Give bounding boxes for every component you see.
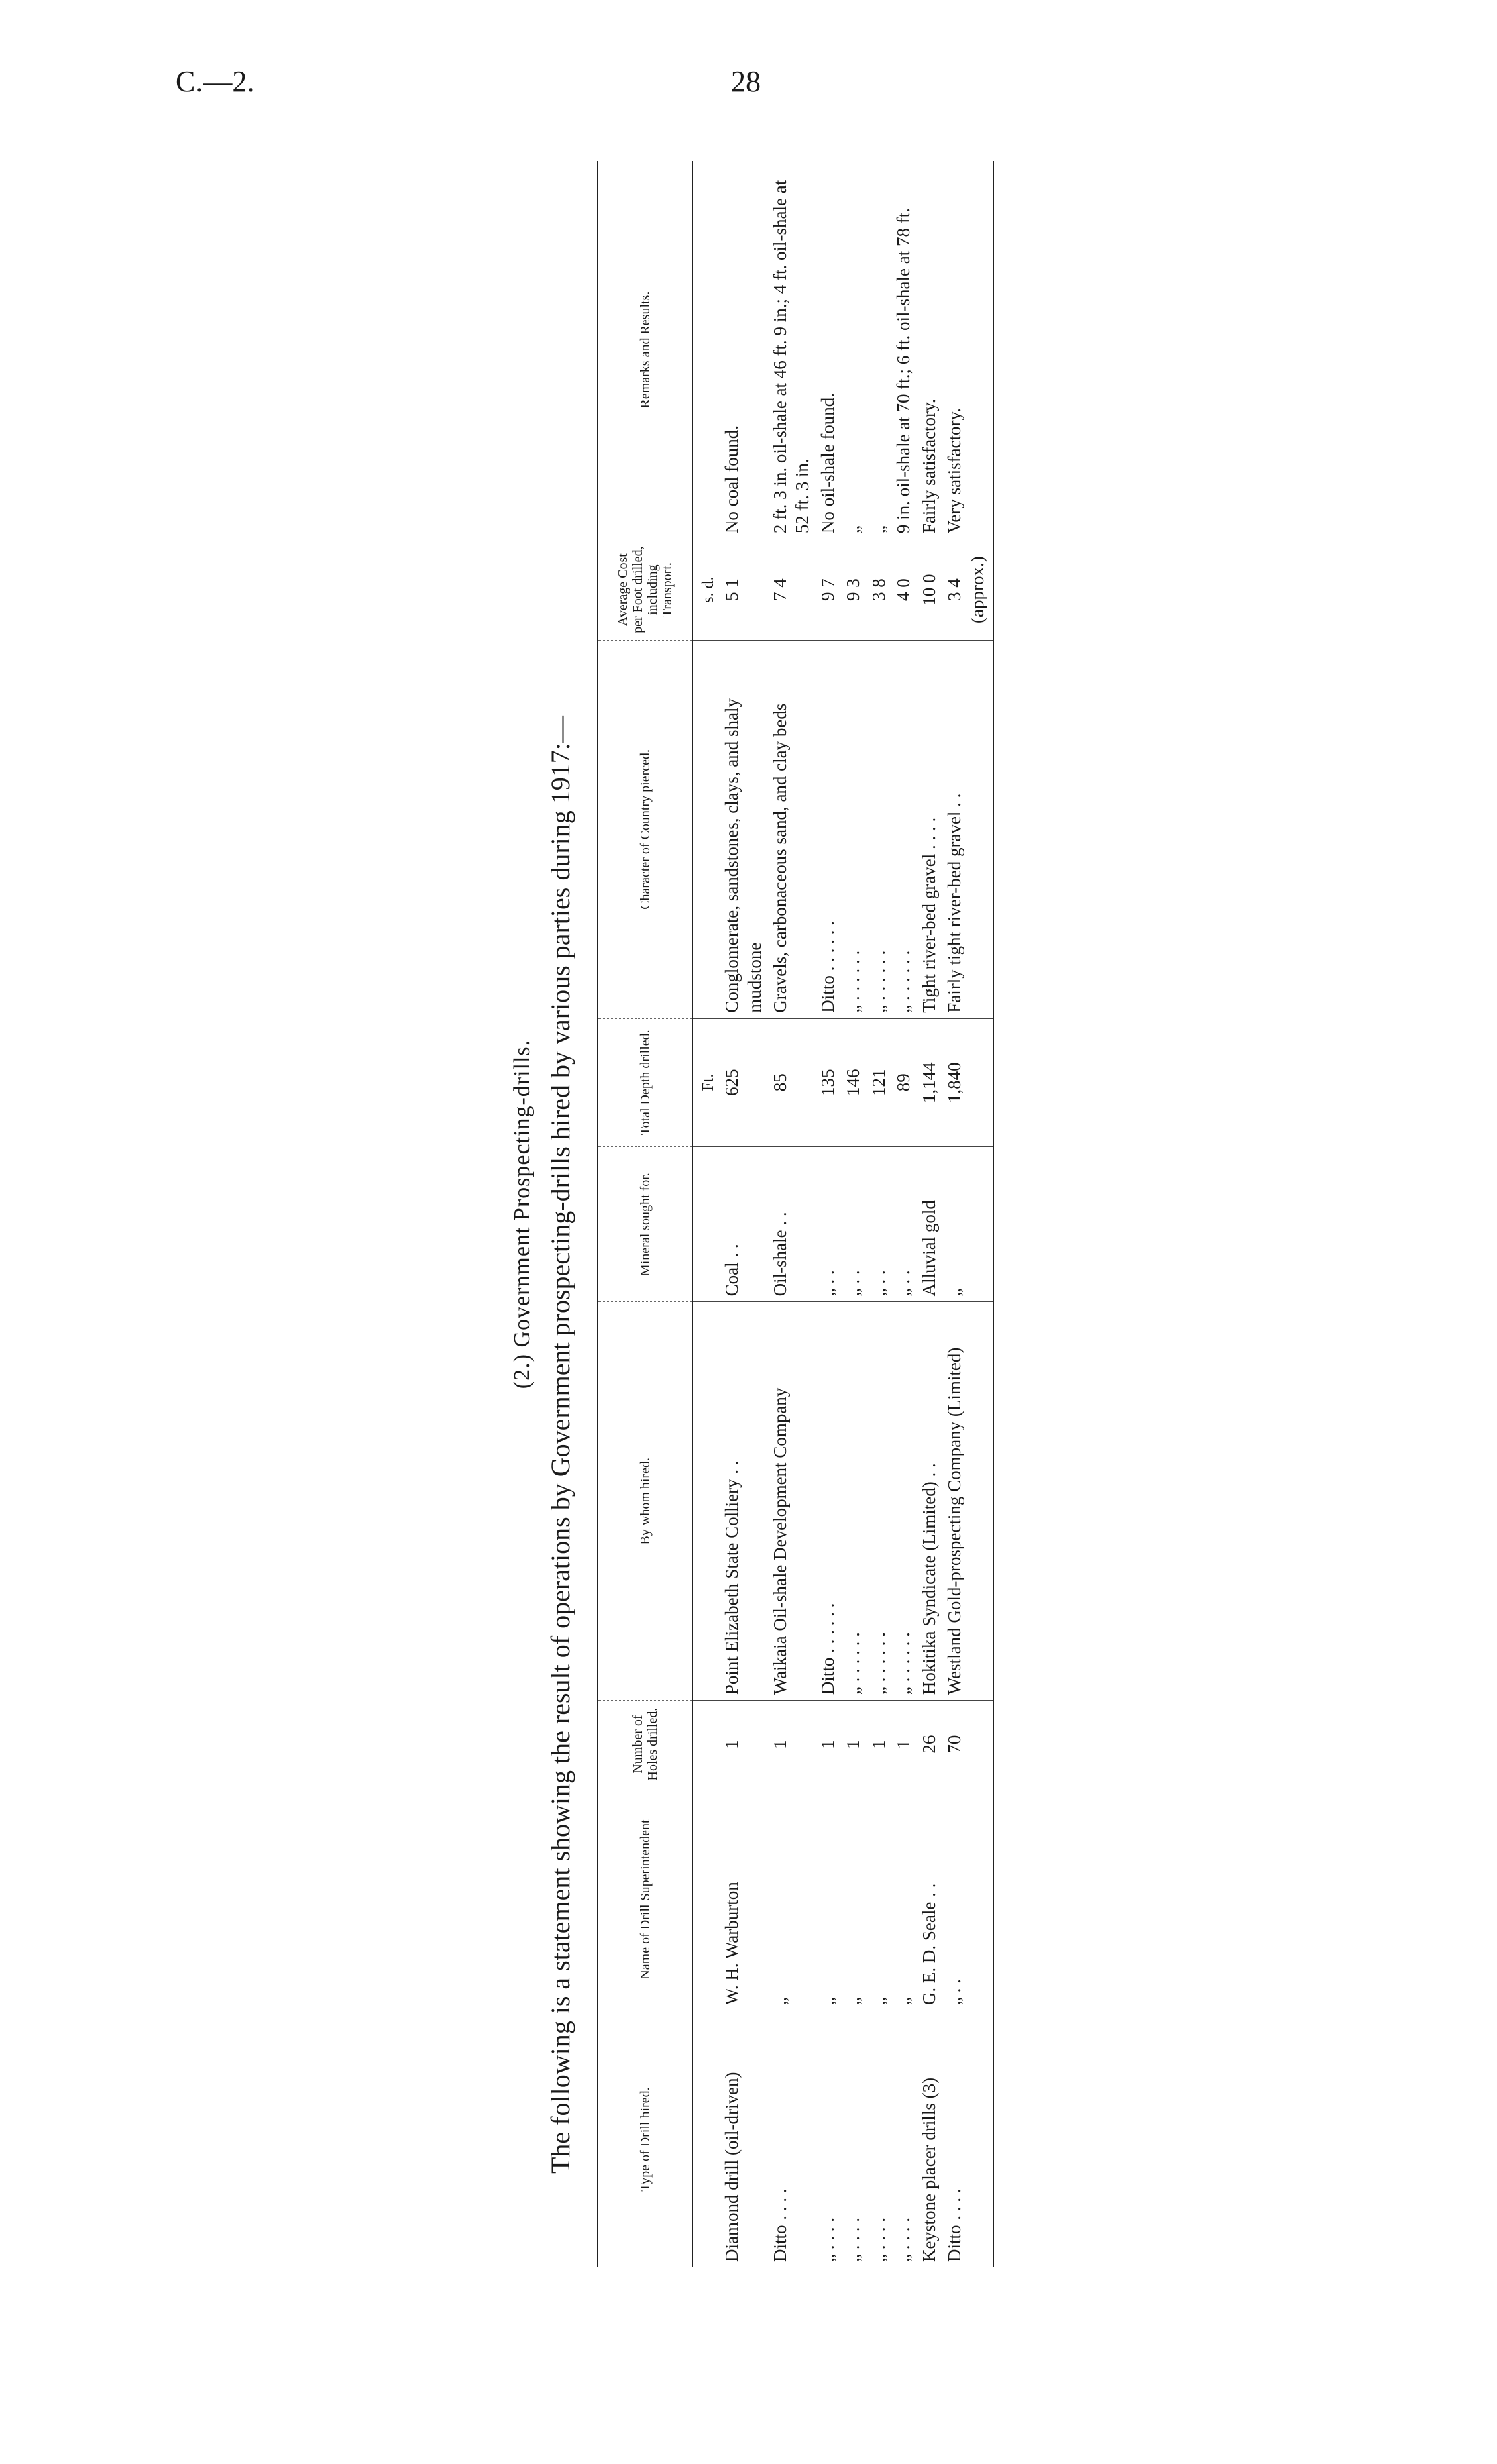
cell-country: „ . . . . . .: [841, 641, 867, 1019]
cell-superintendent: „: [768, 1788, 816, 2011]
cell-hired-by: Westland Gold-prospecting Company (Limited): [942, 1302, 994, 1701]
cell-mineral: „ . .: [867, 1146, 892, 1301]
cell-holes: 1: [816, 1701, 841, 1788]
col-header-superintendent: Name of Drill Superintendent: [598, 1788, 693, 2011]
cell-country: Fairly tight river-bed gravel . .: [942, 641, 994, 1019]
table-body: [693, 161, 994, 2267]
table-row: [841, 161, 867, 2267]
cell-cost: 9 3: [841, 539, 867, 641]
cell-hired-by: Point Elizabeth State Colliery . .: [720, 1302, 768, 1701]
col-header-type: Type of Drill hired.: [598, 2011, 693, 2267]
table-row: [720, 161, 768, 2267]
depth-unit: Ft.: [693, 1018, 720, 1146]
cell-hired-by: Ditto . . . . . .: [816, 1302, 841, 1701]
col-header-hired-by: By whom hired.: [598, 1302, 693, 1701]
cell-mineral: Coal . .: [720, 1146, 768, 1301]
cell-superintendent: „: [867, 1788, 892, 2011]
cell-remarks: „: [841, 161, 867, 539]
section-heading: (2.) Government Prospecting-drills.: [510, 1039, 535, 1389]
cell-remarks: „: [867, 161, 892, 539]
cell-type: Ditto . . . .: [942, 2011, 994, 2267]
page-number: 28: [731, 65, 761, 98]
cell-hired-by: „ . . . . . .: [841, 1302, 867, 1701]
page-code: C.—2.: [176, 65, 255, 98]
units-row: [693, 161, 720, 2267]
cell-depth: 625: [720, 1018, 768, 1146]
table-row: [891, 161, 917, 2267]
cost-unit: s. d.: [693, 539, 720, 641]
cell-country: „ . . . . . .: [867, 641, 892, 1019]
drills-table: [597, 161, 994, 2267]
col-header-depth: Total Depth drilled.: [598, 1018, 693, 1146]
cell-type: „ . . . .: [818, 2218, 838, 2262]
col-header-holes: Number of Holes drilled.: [598, 1701, 693, 1788]
cell-country: Tight river-bed gravel . . . .: [917, 641, 942, 1019]
cell-hired-by: „ . . . . . .: [867, 1302, 892, 1701]
cell-cost: 10 0: [917, 539, 942, 641]
cell-mineral: „: [942, 1146, 994, 1301]
col-header-country: Character of Country pierced.: [598, 641, 693, 1019]
col-header-remarks: Remarks and Results.: [598, 161, 693, 539]
cell-superintendent: „: [841, 1788, 867, 2011]
cell-type: „ . . . .: [893, 2218, 914, 2262]
cell-holes: 1: [891, 1701, 917, 1788]
cell-hired-by: Hokitika Syndicate (Limited) . .: [917, 1302, 942, 1701]
cell-depth: 1,144: [917, 1018, 942, 1146]
cell-depth: 89: [891, 1018, 917, 1146]
cell-remarks: 2 ft. 3 in. oil-shale at 46 ft. 9 in.; 4 ft. oil-shale at 52 ft. 3 in.: [768, 161, 816, 539]
cell-mineral: „ . .: [891, 1146, 917, 1301]
cell-type: Diamond drill (oil-driven): [722, 2072, 742, 2262]
cell-depth: 135: [816, 1018, 841, 1146]
cell-mineral: Oil-shale . .: [768, 1146, 816, 1301]
cell-remarks: Very satisfactory.: [942, 161, 994, 539]
table-row: [917, 161, 942, 2267]
intro-text: The following is a statement showing the result of operations by Government prospecting-drills hired by various parties during 1917:—: [545, 716, 575, 2174]
cell-holes: 1: [841, 1701, 867, 1788]
cell-cost: 5 1: [720, 539, 768, 641]
rotated-content: [510, 161, 1033, 2267]
cell-mineral: „ . .: [816, 1146, 841, 1301]
cell-holes: 1: [768, 1701, 816, 1788]
cell-depth: 146: [841, 1018, 867, 1146]
cell-cost: 3 8: [867, 539, 892, 641]
cell-country: Gravels, carbonaceous sand, and clay beds: [768, 641, 816, 1019]
cell-superintendent: „: [891, 1788, 917, 2011]
cell-mineral: „ . .: [841, 1146, 867, 1301]
cell-holes: 1: [867, 1701, 892, 1788]
cell-depth: 85: [768, 1018, 816, 1146]
cell-remarks: No oil-shale found.: [816, 161, 841, 539]
col-header-cost: Average Cost per Foot drilled, including Transport.: [598, 539, 693, 641]
cell-type: Ditto . . . .: [769, 2188, 790, 2262]
table-row: [768, 161, 816, 2267]
cell-hired-by: Waikaia Oil-shale Development Company: [768, 1302, 816, 1701]
col-header-mineral: Mineral sought for.: [598, 1146, 693, 1301]
cell-superintendent: W. H. Warburton: [720, 1788, 768, 2011]
cell-type: „ . . . .: [868, 2218, 889, 2262]
table-row: [816, 161, 841, 2267]
cell-cost: 4 0: [891, 539, 917, 641]
cell-superintendent: G. E. D. Seale . .: [917, 1788, 942, 2011]
cell-cost: 3 4 (approx.): [942, 539, 994, 641]
cell-country: „ . . . . . .: [891, 641, 917, 1019]
cell-holes: 26: [917, 1701, 942, 1788]
cell-remarks: No coal found.: [720, 161, 768, 539]
cell-country: Ditto . . . . . .: [816, 641, 841, 1019]
cell-remarks: 9 in. oil-shale at 70 ft.; 6 ft. oil-shale at 78 ft.: [891, 161, 917, 539]
cell-superintendent: „: [816, 1788, 841, 2011]
cell-type: „ . . . .: [842, 2218, 863, 2262]
cell-cost: 9 7: [816, 539, 841, 641]
cell-cost: 7 4: [768, 539, 816, 641]
table-header-row: [598, 161, 693, 2267]
cell-hired-by: „ . . . . . .: [891, 1302, 917, 1701]
cell-depth: 1,840: [942, 1018, 994, 1146]
cell-type: Keystone placer drills (3): [919, 2077, 939, 2262]
cell-depth: 121: [867, 1018, 892, 1146]
cell-holes: 1: [720, 1701, 768, 1788]
cell-mineral: Alluvial gold: [917, 1146, 942, 1301]
cell-remarks: Fairly satisfactory.: [917, 161, 942, 539]
table-row: [867, 161, 892, 2267]
table-row: [942, 161, 994, 2267]
cell-holes: 70: [942, 1701, 994, 1788]
cell-country: Conglomerate, sandstones, clays, and shaly mudstone: [720, 641, 768, 1019]
cell-superintendent: „ . .: [942, 1788, 994, 2011]
